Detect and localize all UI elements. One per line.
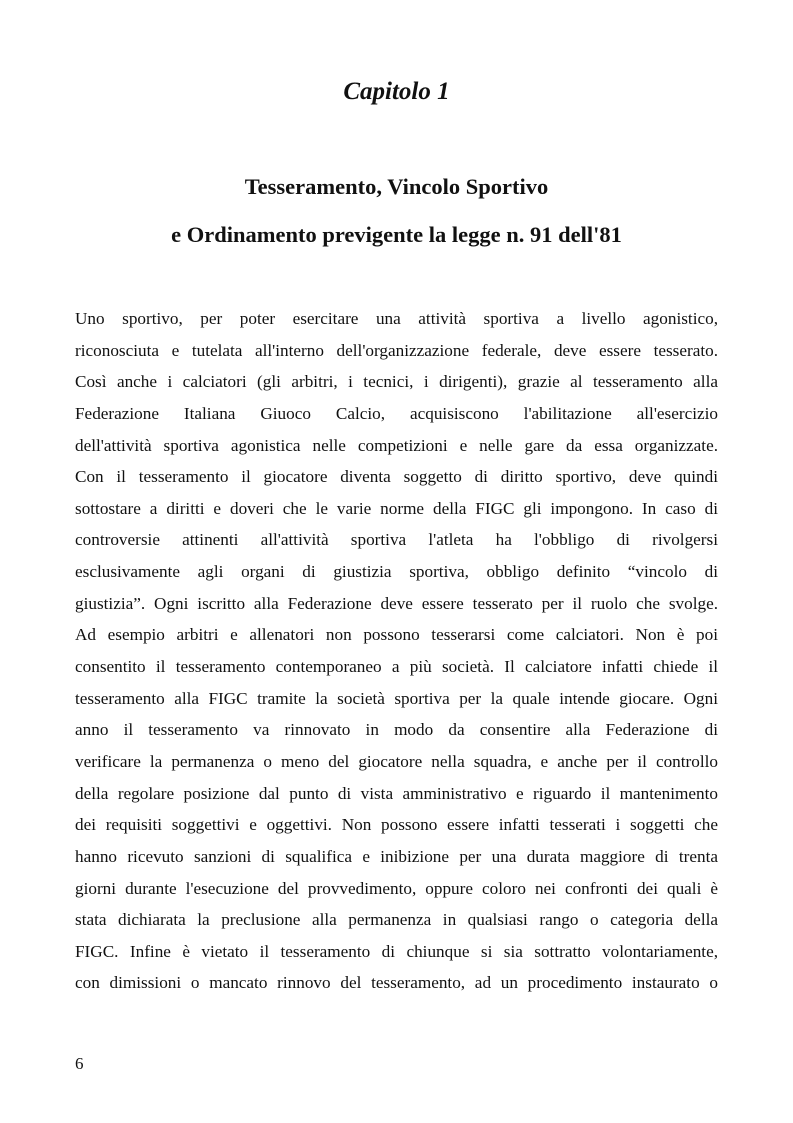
body-line: FIGC. Infine è vietato il tesseramento di chiunque si sia sottratto volontariamente, bbox=[75, 941, 718, 961]
body-line: sottostare a diritti e doveri che le varie norme della FIGC gli impongono. In caso di bbox=[75, 498, 718, 518]
body-line: Uno sportivo, per poter esercitare una attività sportiva a livello agonistico, bbox=[75, 309, 718, 328]
body-line: della regolare posizione dal punto di vista amministrativo e riguardo il mantenimento bbox=[75, 783, 718, 803]
body-line: stata dichiarata la preclusione alla permanenza in qualsiasi rango o categoria della bbox=[75, 910, 718, 930]
body-line: Federazione Italiana Giuoco Calcio, acquisiscono l'abilitazione all'esercizio bbox=[75, 403, 718, 423]
body-line: controversie attinenti all'attività sportiva l'atleta ha l'obbligo di rivolgersi bbox=[75, 530, 718, 550]
body-line: consentito il tesseramento contemporaneo a più società. Il calciatore infatti chiede il bbox=[75, 657, 718, 677]
body-paragraph bbox=[75, 303, 718, 999]
body-line: giustizia”. Ogni iscritto alla Federazione deve essere tesserato per il ruolo che svolge. bbox=[75, 593, 718, 613]
section-title-line-2: e Ordinamento previgente la legge n. 91 dell'81 bbox=[171, 222, 622, 247]
body-line: verificare la permanenza o meno del giocatore nella squadra, e anche per il controllo bbox=[75, 751, 718, 771]
body-line: dell'attività sportiva agonistica nelle competizioni e nelle gare da essa organizzate. bbox=[75, 435, 718, 455]
section-title-line-1: Tesseramento, Vincolo Sportivo bbox=[244, 174, 549, 199]
body-line: Ad esempio arbitri e allenatori non possono tesserarsi come calciatori. Non è poi bbox=[75, 625, 718, 645]
body-line: hanno ricevuto sanzioni di squalifica e inibizione per una durata maggiore di trenta bbox=[75, 846, 718, 866]
body-line: con dimissioni o mancato rinnovo del tesseramento, ad un procedimento instaurato o bbox=[75, 973, 718, 993]
body-line: riconosciuta e tutelata all'interno dell'organizzazione federale, deve essere tesserato. bbox=[75, 340, 718, 360]
body-line: anno il tesseramento va rinnovato in modo da consentire alla Federazione di bbox=[75, 720, 718, 740]
chapter-heading: Capitolo 1 bbox=[343, 78, 450, 105]
body-line: dei requisiti soggettivi e oggettivi. Non possono essere infatti tesserati i soggetti che bbox=[75, 815, 718, 835]
body-line: Così anche i calciatori (gli arbitri, i tecnici, i dirigenti), grazie al tesseramento alla bbox=[75, 372, 718, 392]
page-number: 6 bbox=[75, 1054, 84, 1073]
body-line: giorni durante l'esecuzione del provvedimento, oppure coloro nei confronti dei quali è bbox=[75, 878, 718, 898]
body-line: tesseramento alla FIGC tramite la società sportiva per la quale intende giocare. Ogni bbox=[75, 688, 718, 708]
body-line: Con il tesseramento il giocatore diventa soggetto di diritto sportivo, deve quindi bbox=[75, 467, 718, 487]
body-line: esclusivamente agli organi di giustizia sportiva, obbligo definito “vincolo di bbox=[75, 562, 718, 582]
